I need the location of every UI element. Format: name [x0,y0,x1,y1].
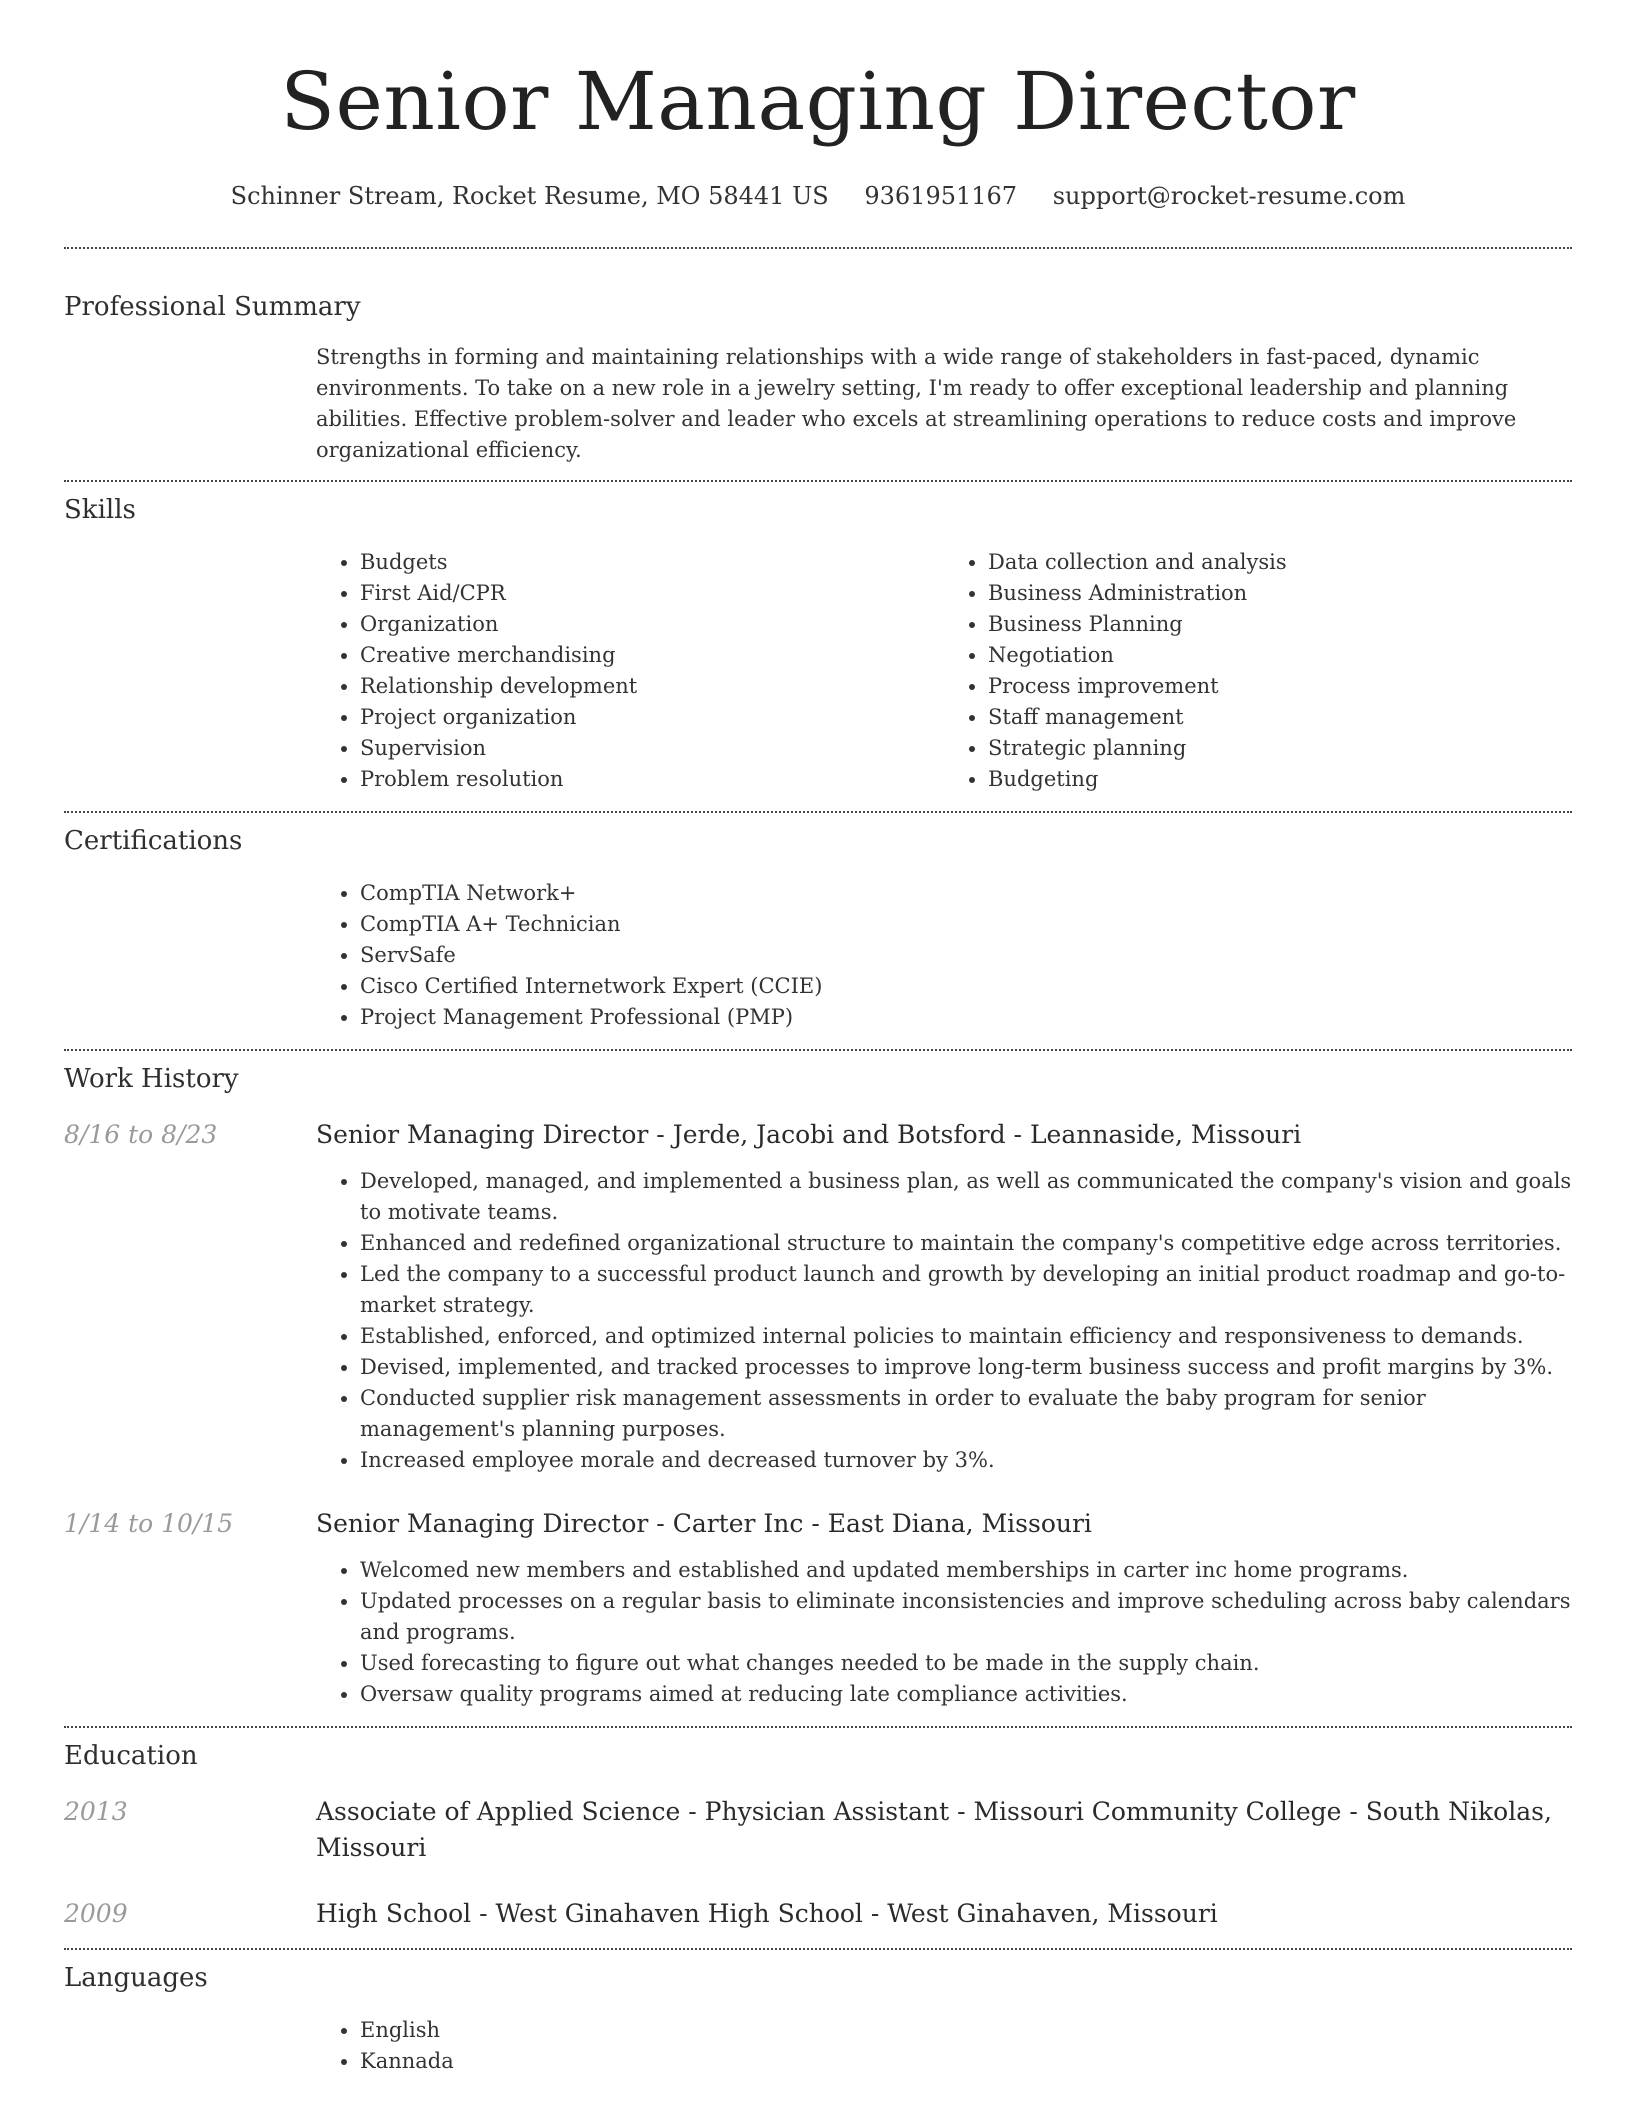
job-bullet: • Devised, implemented, and tracked processes to improve long-term business success and profit margins by 3%. [360,1352,1572,1383]
education-section [64,1738,1572,1932]
certification-item: • CompTIA A+ Technician [360,909,1572,940]
education-year: 2009 [64,1899,128,1928]
skill-item: • First Aid/CPR [360,578,944,609]
divider [64,480,1572,482]
job-bullet: • Used forecasting to figure out what changes needed to be made in the supply chain. [360,1648,1572,1679]
job-dates: 8/16 to 8/23 [64,1120,218,1149]
skill-item: • Data collection and analysis [988,547,1572,578]
job-bullet: • Welcomed new members and established and updated memberships in carter inc home programs. [360,1555,1572,1586]
certification-item: • CompTIA Network+ [360,878,1572,909]
skill-item: • Problem resolution [360,764,944,795]
skills-grid [316,547,1572,795]
job-bullet: • Increased employee morale and decreased turnover by 3%. [360,1445,1572,1476]
section-title-certifications: Certifications [64,826,243,856]
certification-item: • ServSafe [360,940,1572,971]
skill-item: • Budgeting [988,764,1572,795]
job-title: Senior Managing Director - Carter Inc - East Diana, Missouri [316,1509,1092,1538]
section-title-languages: Languages [64,1963,208,1993]
skill-item: • Business Administration [988,578,1572,609]
certifications-list [316,878,1572,1033]
skills-section [64,492,1572,795]
section-title-skills: Skills [64,495,136,525]
skill-item: • Strategic planning [988,733,1572,764]
divider [64,1049,1572,1051]
education-entry [64,1794,1572,1866]
job-entry [64,1506,1572,1710]
resume-page [64,0,1572,2077]
skill-item: • Business Planning [988,609,1572,640]
section-title-education: Education [64,1741,198,1771]
phone: 9361951167 [864,182,1018,210]
section-title-work: Work History [64,1064,239,1094]
job-title: Senior Managing Director - Jerde, Jacobi and Botsford - Leannaside, Missouri [316,1120,1302,1149]
skill-item: • Relationship development [360,671,944,702]
job-bullet: • Developed, managed, and implemented a business plan, as well as communicated the company's vision and goals to motivate teams. [360,1166,1572,1228]
language-item: • Kannada [360,2046,1572,2077]
skill-item: • Creative merchandising [360,640,944,671]
job-dates: 1/14 to 10/15 [64,1509,234,1538]
skill-item: • Project organization [360,702,944,733]
job-bullets [316,1166,1572,1476]
divider [64,1726,1572,1728]
skill-item: • Supervision [360,733,944,764]
job-bullet: • Conducted supplier risk management assessments in order to evaluate the baby program for senior management's planning purposes. [360,1383,1572,1445]
address: Schinner Stream, Rocket Resume, MO 58441 US [230,182,829,210]
divider [64,247,1572,249]
summary-section [64,289,1572,466]
education-title: High School - West Ginahaven High School - West Ginahaven, Missouri [316,1899,1218,1928]
education-entry [64,1896,1572,1932]
skill-item: • Staff management [988,702,1572,733]
section-title-summary: Professional Summary [64,292,361,322]
email: support@rocket-resume.com [1052,182,1406,210]
job-bullet: • Oversaw quality programs aimed at reducing late compliance activities. [360,1679,1572,1710]
skill-item: • Organization [360,609,944,640]
skill-item: • Process improvement [988,671,1572,702]
job-bullets [316,1555,1572,1710]
skills-list-left [316,547,944,795]
skills-list-right [944,547,1572,795]
education-year: 2013 [64,1797,128,1826]
education-title: Associate of Applied Science - Physician Assistant - Missouri Community College - South Nikolas, Missouri [316,1797,1552,1862]
languages-section [64,1960,1572,2077]
contact-line [64,180,1572,212]
job-bullet: • Established, enforced, and optimized internal policies to maintain efficiency and responsiveness to demands. [360,1321,1572,1352]
job-bullet: • Updated processes on a regular basis to eliminate inconsistencies and improve scheduling across baby calendars and programs. [360,1586,1572,1648]
certification-item: • Cisco Certified Internetwork Expert (CCIE) [360,971,1572,1002]
summary-text: Strengths in forming and maintaining relationships with a wide range of stakeholders in fast-paced, dynamic environments. To take on a new role in a jewelry setting, I'm ready to offer exceptional leadership and planning abilities. Effective problem-solver and leader who excels at streamlining operations to reduce costs and improve organizational efficiency. [316,345,1517,462]
certification-item: • Project Management Professional (PMP) [360,1002,1572,1033]
skill-item: • Budgets [360,547,944,578]
divider [64,1948,1572,1950]
skill-item: • Negotiation [988,640,1572,671]
candidate-name: Senior Managing Director [280,55,1356,148]
languages-list [316,2015,1572,2077]
certifications-section [64,823,1572,1033]
job-bullet: • Enhanced and redefined organizational structure to maintain the company's competitive edge across territories. [360,1228,1572,1259]
job-bullet: • Led the company to a successful product launch and growth by developing an initial product roadmap and go-to-market strategy. [360,1259,1572,1321]
work-section [64,1061,1572,1710]
divider [64,811,1572,813]
job-entry [64,1117,1572,1476]
language-item: • English [360,2015,1572,2046]
